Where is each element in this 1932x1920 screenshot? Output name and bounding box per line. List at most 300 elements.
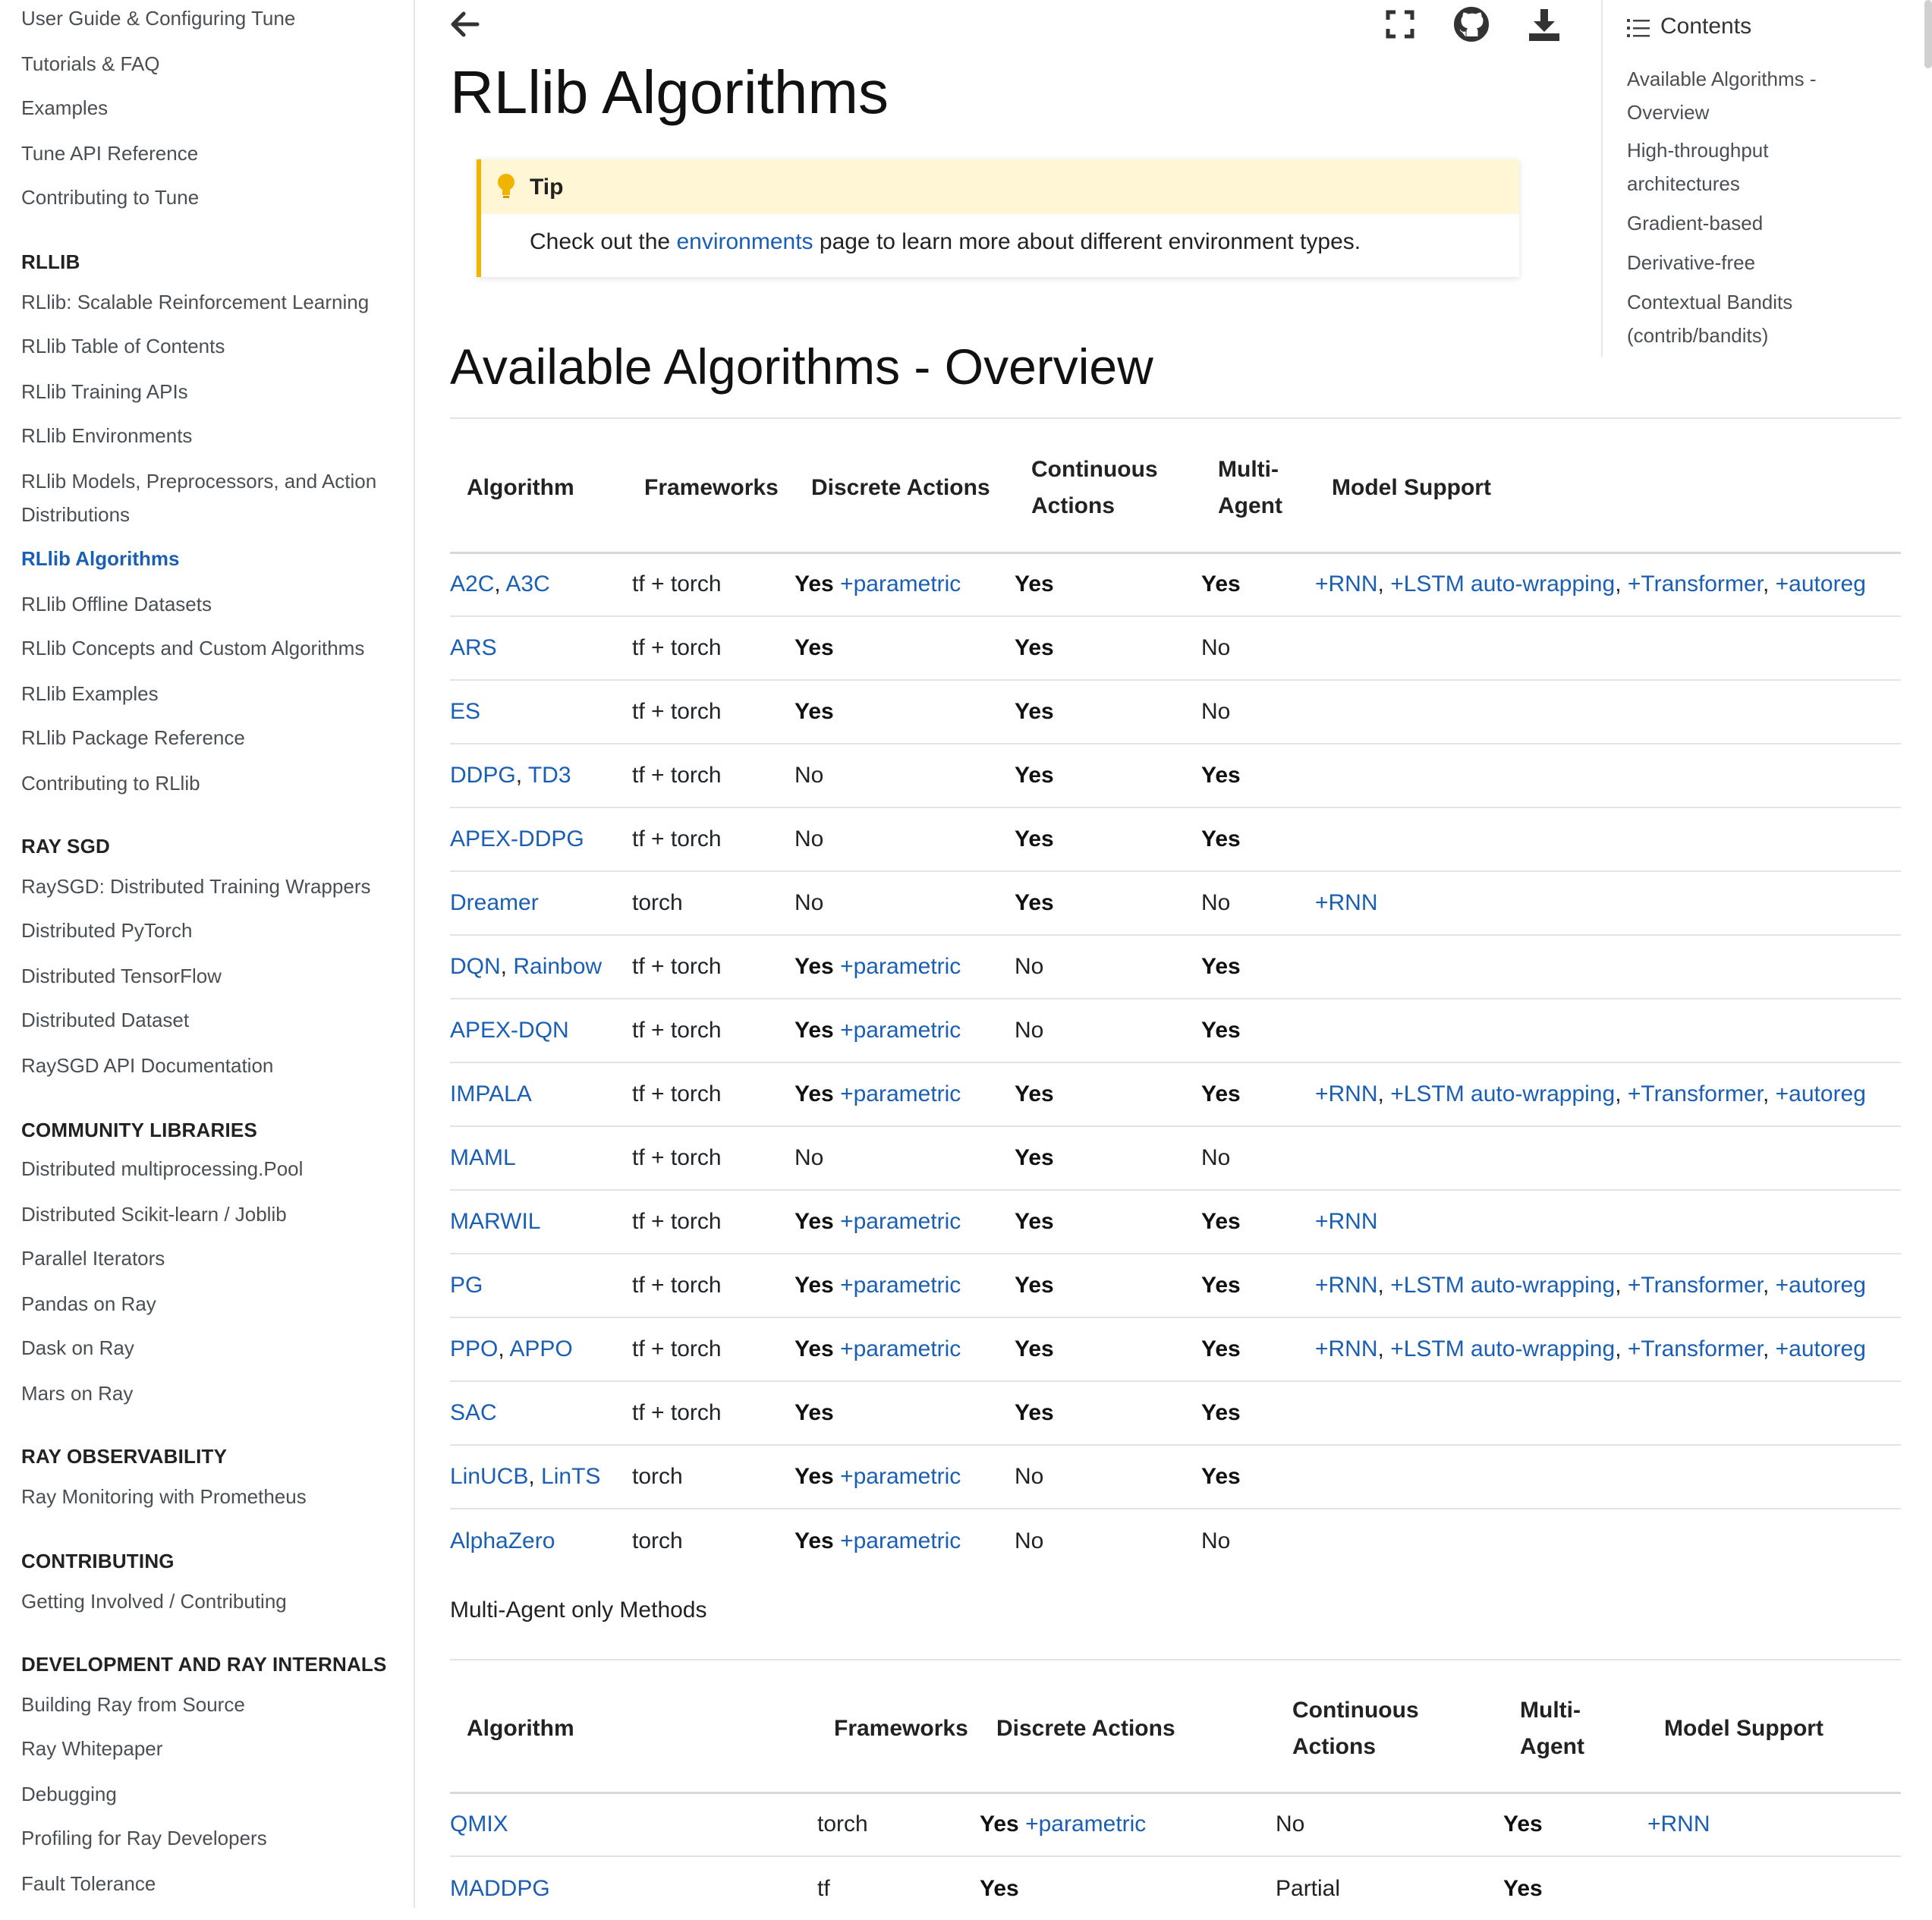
sidebar-item[interactable]: Ray Whitepaper <box>21 1737 163 1760</box>
cell-multi-agent <box>1201 680 1315 744</box>
divider <box>450 417 1901 419</box>
table-row <box>450 1445 1901 1509</box>
cell-frameworks: torch <box>632 1445 795 1509</box>
cell-algorithm: PPO, APPO <box>450 1317 632 1381</box>
cell-algorithm <box>450 871 632 935</box>
model-support-link[interactable]: +RNN <box>1315 1081 1378 1106</box>
model-support-link[interactable]: +RNN <box>1315 1336 1378 1361</box>
cell-frameworks: tf + torch <box>632 807 795 871</box>
model-support-link[interactable]: +LSTM auto-wrapping <box>1390 1081 1616 1106</box>
cell-algorithm <box>450 616 632 680</box>
cell-multi-agent <box>1201 935 1315 999</box>
cell-discrete <box>795 871 1015 935</box>
cell-model-support <box>1315 1445 1901 1509</box>
cell-discrete <box>795 1317 1015 1381</box>
cell-algorithm: DQN, Rainbow <box>450 935 632 999</box>
cell-frameworks: tf + torch <box>632 999 795 1062</box>
cell-discrete <box>795 1254 1015 1317</box>
cell-continuous <box>1015 680 1201 744</box>
cell-model-support: +RNN, +LSTM auto-wrapping, +Transformer, +autoreg <box>1315 1062 1901 1126</box>
cell-multi-agent <box>1201 1126 1315 1190</box>
multi-agent-value: Yes <box>1201 1464 1241 1489</box>
header-multi-agent: Multi- Agent <box>1218 457 1282 519</box>
cell-continuous <box>1015 1445 1201 1509</box>
multi-agent-value: Yes <box>1503 1811 1543 1837</box>
cell-discrete <box>795 1381 1015 1445</box>
fullscreen-icon[interactable] <box>1382 6 1418 42</box>
algorithm-link[interactable]: MADDPG <box>450 1875 550 1901</box>
cell-model-support <box>1315 1509 1901 1572</box>
toc-item[interactable]: Available Algorithms - Overview <box>1627 68 1817 124</box>
algorithm-link[interactable]: MAML <box>450 1145 516 1170</box>
model-support-link[interactable]: +autoreg <box>1775 571 1866 597</box>
toc-item[interactable]: Gradient-based <box>1627 212 1764 234</box>
multi-agent-value: Yes <box>1201 571 1241 597</box>
continuous-value: Yes <box>1015 635 1054 660</box>
model-support-link[interactable]: +RNN <box>1315 1273 1378 1298</box>
cell-discrete <box>795 1190 1015 1254</box>
cell-model-support <box>1647 1856 1901 1920</box>
algorithms-table <box>450 425 1901 1572</box>
sidebar-caption-community: COMMUNITY LIBRARIES <box>21 1119 257 1141</box>
cell-model-support <box>1647 1793 1901 1856</box>
discrete-value: No <box>795 890 824 915</box>
discrete-value: Yes <box>795 1018 834 1043</box>
algorithm-link[interactable]: LinTS <box>541 1464 601 1489</box>
parametric-link[interactable]: +parametric <box>840 1464 961 1489</box>
discrete-value: Yes <box>980 1875 1019 1901</box>
cell-discrete <box>795 616 1015 680</box>
cell-frameworks: tf + torch <box>632 744 795 807</box>
cell-discrete <box>795 552 1015 616</box>
cell-frameworks: torch <box>817 1793 980 1856</box>
table-row <box>450 1317 1901 1381</box>
sidebar-item[interactable]: RLlib Package Reference <box>21 726 245 749</box>
cell-discrete <box>795 1126 1015 1190</box>
header-continuous: Continuous Actions <box>1031 457 1158 519</box>
model-support-link[interactable]: +RNN <box>1647 1811 1710 1837</box>
cell-model-support: +RNN, +LSTM auto-wrapping, +Transformer, +autoreg <box>1315 552 1901 616</box>
table-row <box>450 1509 1901 1572</box>
multi-agent-value: Yes <box>1201 1209 1241 1234</box>
header-frameworks: Frameworks <box>644 475 779 501</box>
cell-discrete <box>795 999 1015 1062</box>
sidebar-item[interactable]: Getting Involved / Contributing <box>21 1590 287 1613</box>
sidebar-item[interactable]: Contributing to RLlib <box>21 772 200 795</box>
discrete-value: Yes <box>795 1209 834 1234</box>
discrete-value: No <box>795 763 824 788</box>
sidebar-item[interactable]: RLlib: Scalable Reinforcement Learning <box>21 291 370 313</box>
cell-discrete <box>795 807 1015 871</box>
sidebar-caption-rllib: RLLIB <box>21 250 80 273</box>
cell-frameworks: torch <box>632 871 795 935</box>
multi-agent-value: No <box>1201 635 1231 660</box>
multi-agent-value: Yes <box>1201 1018 1241 1043</box>
table-row <box>450 935 1901 999</box>
cell-model-support <box>1315 1190 1901 1254</box>
sidebar-item[interactable]: RLlib Table of Contents <box>21 335 225 357</box>
cell-multi-agent <box>1201 1381 1315 1445</box>
cell-multi-agent <box>1201 1509 1315 1572</box>
parametric-link[interactable]: +parametric <box>840 954 961 979</box>
cell-multi-agent <box>1201 1190 1315 1254</box>
cell-algorithm <box>450 1793 817 1856</box>
discrete-value: Yes <box>795 1400 834 1425</box>
sidebar-item[interactable]: RaySGD: Distributed Training Wrappers <box>21 875 371 898</box>
divider <box>450 1659 1901 1660</box>
table-of-contents <box>1601 0 1932 357</box>
parametric-link[interactable]: +parametric <box>840 1209 961 1234</box>
cell-frameworks: tf + torch <box>632 1190 795 1254</box>
cell-multi-agent <box>1201 616 1315 680</box>
sidebar-item[interactable]: RLlib Models, Preprocessors, and Action Distributions <box>21 470 377 526</box>
cell-frameworks: tf + torch <box>632 616 795 680</box>
cell-algorithm: A2C, A3C <box>450 552 632 616</box>
header-multi-agent: Multi- Agent <box>1520 1698 1584 1760</box>
cell-continuous <box>1015 871 1201 935</box>
download-icon[interactable] <box>1526 6 1562 42</box>
algorithm-link[interactable]: Dreamer <box>450 890 539 915</box>
algorithm-link[interactable]: IMPALA <box>450 1081 532 1106</box>
cell-continuous <box>1015 1062 1201 1126</box>
discrete-value: Yes <box>795 1336 834 1361</box>
sidebar-item-tutorials[interactable]: Tutorials & FAQ <box>21 52 160 75</box>
sidebar-item[interactable]: Distributed multiprocessing.Pool <box>21 1157 304 1180</box>
table-row <box>450 807 1901 871</box>
sidebar-caption-observability: RAY OBSERVABILITY <box>21 1445 228 1468</box>
model-support-link[interactable]: +RNN <box>1315 1209 1378 1234</box>
model-support-link[interactable]: +RNN <box>1315 571 1378 597</box>
algorithm-link[interactable]: DQN <box>450 954 501 979</box>
table-row <box>450 1190 1901 1254</box>
cell-model-support <box>1315 871 1901 935</box>
lightbulb-icon <box>496 173 516 203</box>
cell-model-support <box>1315 1126 1901 1190</box>
algorithm-link[interactable]: ES <box>450 699 481 724</box>
cell-multi-agent <box>1201 1062 1315 1126</box>
model-support-link[interactable]: +RNN <box>1315 890 1378 915</box>
cell-discrete <box>795 1062 1015 1126</box>
cell-multi-agent <box>1503 1856 1647 1920</box>
algorithm-link[interactable]: PG <box>450 1273 483 1298</box>
cell-discrete <box>795 935 1015 999</box>
table-header-row <box>450 425 1901 552</box>
continuous-value: Yes <box>1015 1209 1054 1234</box>
sidebar-item[interactable]: RLlib Examples <box>21 682 159 705</box>
algorithm-link[interactable]: A3C <box>505 571 550 597</box>
cell-frameworks: tf + torch <box>632 1126 795 1190</box>
header-model-support: Model Support <box>1664 1716 1823 1742</box>
table-row <box>450 744 1901 807</box>
model-support-link[interactable]: +LSTM auto-wrapping <box>1390 1273 1616 1298</box>
multi-agent-value: Yes <box>1201 763 1241 788</box>
algorithm-link[interactable]: LinUCB <box>450 1464 529 1489</box>
cell-discrete <box>980 1856 1276 1920</box>
sidebar-item[interactable]: RaySGD API Documentation <box>21 1054 274 1077</box>
continuous-value: Yes <box>1015 826 1054 851</box>
cell-model-support: +RNN, +LSTM auto-wrapping, +Transformer, +autoreg <box>1315 1317 1901 1381</box>
table-row <box>450 999 1901 1062</box>
continuous-value: Yes <box>1015 1273 1054 1298</box>
sidebar-item[interactable]: Fault Tolerance <box>21 1872 156 1895</box>
scrollbar[interactable] <box>1924 0 1932 68</box>
header-algorithm: Algorithm <box>467 1716 574 1742</box>
tip-header <box>481 159 1519 214</box>
tip-body <box>530 229 1361 255</box>
continuous-value: Yes <box>1015 1081 1054 1106</box>
cell-multi-agent <box>1201 744 1315 807</box>
tip-admonition <box>477 159 1519 277</box>
cell-algorithm <box>450 1509 632 1572</box>
cell-algorithm <box>450 1190 632 1254</box>
continuous-value: No <box>1015 1018 1044 1043</box>
multi-agent-caption: Multi-Agent only Methods <box>450 1597 707 1623</box>
table-row <box>450 1381 1901 1445</box>
table-row <box>450 1856 1901 1920</box>
cell-frameworks: tf + torch <box>632 1254 795 1317</box>
sidebar-item[interactable]: RLlib Environments <box>21 424 193 447</box>
continuous-value: Yes <box>1015 763 1054 788</box>
cell-continuous <box>1015 1190 1201 1254</box>
model-support-link[interactable]: +autoreg <box>1775 1336 1866 1361</box>
discrete-value: Yes <box>795 1528 834 1553</box>
model-support-link[interactable]: +Transformer <box>1627 571 1763 597</box>
toc-title: Contents <box>1660 14 1752 39</box>
sidebar-item[interactable]: Building Ray from Source <box>21 1693 245 1716</box>
cell-model-support <box>1315 616 1901 680</box>
sidebar-item[interactable]: Distributed Scikit-learn / Joblib <box>21 1203 287 1226</box>
algorithm-link[interactable]: SAC <box>450 1400 497 1425</box>
algorithm-link[interactable]: APEX-DDPG <box>450 826 584 851</box>
table-row <box>450 680 1901 744</box>
sidebar-item-rllib-algorithms[interactable]: RLlib Algorithms <box>21 547 180 570</box>
sidebar-item-examples[interactable]: Examples <box>21 96 109 119</box>
model-support-link[interactable]: +LSTM auto-wrapping <box>1390 571 1616 597</box>
sidebar-item[interactable]: Pandas on Ray <box>21 1292 156 1315</box>
cell-frameworks: tf + torch <box>632 680 795 744</box>
algorithm-link[interactable]: TD3 <box>527 763 571 788</box>
cell-frameworks: tf + torch <box>632 552 795 616</box>
discrete-value: Yes <box>795 954 834 979</box>
cell-algorithm <box>450 1062 632 1126</box>
algorithm-link[interactable]: MARWIL <box>450 1209 541 1234</box>
continuous-value: Yes <box>1015 571 1054 597</box>
continuous-value: Yes <box>1015 699 1054 724</box>
multi-agent-value: No <box>1201 1528 1231 1553</box>
sidebar-item[interactable]: Ray Monitoring with Prometheus <box>21 1485 307 1508</box>
parametric-link[interactable]: +parametric <box>840 1081 961 1106</box>
cell-discrete <box>795 680 1015 744</box>
sidebar-caption-internals: DEVELOPMENT AND RAY INTERNALS <box>21 1653 387 1676</box>
continuous-value: No <box>1015 954 1044 979</box>
continuous-value: No <box>1276 1811 1305 1837</box>
algorithm-link[interactable]: Rainbow <box>513 954 603 979</box>
table-row <box>450 552 1901 616</box>
cell-algorithm: DDPG, TD3 <box>450 744 632 807</box>
cell-continuous <box>1276 1793 1503 1856</box>
github-icon[interactable] <box>1453 6 1490 42</box>
cell-model-support <box>1315 807 1901 871</box>
continuous-value: Yes <box>1015 1145 1054 1170</box>
list-icon <box>1627 18 1650 42</box>
table-row <box>450 1254 1901 1317</box>
sidebar-item[interactable]: Dask on Ray <box>21 1336 134 1359</box>
cell-algorithm <box>450 807 632 871</box>
cell-multi-agent <box>1503 1793 1647 1856</box>
model-support-link[interactable]: +autoreg <box>1775 1273 1866 1298</box>
cell-continuous <box>1015 1254 1201 1317</box>
discrete-value: Yes <box>795 1273 834 1298</box>
model-support-link[interactable]: +autoreg <box>1775 1081 1866 1106</box>
multi-agent-value: Yes <box>1201 1273 1241 1298</box>
discrete-value: Yes <box>795 635 834 660</box>
continuous-value: No <box>1015 1464 1044 1489</box>
continuous-value: Partial <box>1276 1875 1341 1901</box>
header-discrete: Discrete Actions <box>996 1716 1175 1742</box>
cell-model-support: +RNN, +LSTM auto-wrapping, +Transformer, +autoreg <box>1315 1254 1901 1317</box>
table-header-row <box>450 1667 1901 1793</box>
cell-discrete <box>795 1509 1015 1572</box>
cell-multi-agent <box>1201 999 1315 1062</box>
page-title: RLlib Algorithms <box>450 58 889 126</box>
multi-agent-value: No <box>1201 890 1231 915</box>
tip-text: Check out the <box>530 229 677 254</box>
discrete-value: Yes <box>795 571 834 597</box>
cell-discrete <box>795 744 1015 807</box>
cell-multi-agent <box>1201 871 1315 935</box>
cell-model-support <box>1315 1381 1901 1445</box>
cell-frameworks: tf + torch <box>632 1317 795 1381</box>
parametric-link[interactable]: +parametric <box>840 1018 961 1043</box>
cell-continuous <box>1015 999 1201 1062</box>
cell-continuous <box>1015 807 1201 871</box>
cell-continuous <box>1015 616 1201 680</box>
parametric-link[interactable]: +parametric <box>840 1336 961 1361</box>
table-row <box>450 1126 1901 1190</box>
discrete-value: No <box>795 1145 824 1170</box>
sidebar-item[interactable]: Debugging <box>21 1783 117 1805</box>
sidebar-item[interactable]: RLlib Training APIs <box>21 380 188 403</box>
cell-multi-agent <box>1201 1317 1315 1381</box>
cell-algorithm <box>450 1254 632 1317</box>
cell-continuous <box>1015 1126 1201 1190</box>
table-row <box>450 616 1901 680</box>
discrete-value: Yes <box>980 1811 1019 1837</box>
multi-agent-value: Yes <box>1201 1400 1241 1425</box>
sidebar-item[interactable]: Mars on Ray <box>21 1382 134 1405</box>
model-support-link[interactable]: +Transformer <box>1627 1273 1763 1298</box>
cell-model-support <box>1315 935 1901 999</box>
header-algorithm: Algorithm <box>467 475 574 501</box>
cell-continuous <box>1015 552 1201 616</box>
discrete-value: Yes <box>795 699 834 724</box>
algorithm-link[interactable]: PPO <box>450 1336 499 1361</box>
header-continuous: Continuous Actions <box>1292 1698 1419 1760</box>
parametric-link[interactable]: +parametric <box>840 1273 961 1298</box>
table-row <box>450 1062 1901 1126</box>
sidebar-item[interactable]: Profiling for Ray Developers <box>21 1827 267 1849</box>
cell-continuous <box>1015 1509 1201 1572</box>
algorithm-link[interactable]: APPO <box>509 1336 573 1361</box>
toc-item[interactable]: Derivative-free <box>1627 251 1756 274</box>
multi-agent-value: Yes <box>1201 954 1241 979</box>
continuous-value: Yes <box>1015 1400 1054 1425</box>
sidebar-item[interactable]: RLlib Offline Datasets <box>21 593 212 615</box>
sidebar <box>0 0 415 1908</box>
algorithm-link[interactable]: APEX-DQN <box>450 1018 569 1043</box>
cell-algorithm <box>450 1381 632 1445</box>
sidebar-item[interactable]: Distributed TensorFlow <box>21 965 222 987</box>
model-support-link[interactable]: +LSTM auto-wrapping <box>1390 1336 1616 1361</box>
table-row <box>450 871 1901 935</box>
parametric-link[interactable]: +parametric <box>840 1528 961 1553</box>
continuous-value: Yes <box>1015 1336 1054 1361</box>
algorithm-link[interactable]: AlphaZero <box>450 1528 555 1553</box>
cell-discrete <box>795 1445 1015 1509</box>
header-discrete: Discrete Actions <box>811 475 990 501</box>
sidebar-caption-ray-sgd: RAY SGD <box>21 835 111 858</box>
toc-item[interactable]: High-throughput architectures <box>1627 139 1769 195</box>
discrete-value: Yes <box>795 1464 834 1489</box>
cell-frameworks: tf + torch <box>632 935 795 999</box>
cell-frameworks: tf + torch <box>632 1381 795 1445</box>
sidebar-item[interactable]: Distributed Dataset <box>21 1009 190 1031</box>
section-title: Available Algorithms - Overview <box>450 338 1153 395</box>
toc-item[interactable]: Contextual Bandits (contrib/bandits) <box>1627 291 1793 347</box>
discrete-value: No <box>795 826 824 851</box>
algorithm-link[interactable]: A2C <box>450 571 495 597</box>
cell-model-support <box>1315 999 1901 1062</box>
sidebar-item-user-guide[interactable]: User Guide & Configuring Tune <box>21 7 296 30</box>
sidebar-item-tune-api[interactable]: Tune API Reference <box>21 142 199 165</box>
cell-frameworks: torch <box>632 1509 795 1572</box>
cell-continuous <box>1015 1317 1201 1381</box>
cell-continuous <box>1015 1381 1201 1445</box>
cell-continuous <box>1015 744 1201 807</box>
header-frameworks: Frameworks <box>834 1716 968 1742</box>
arrow-left-icon[interactable] <box>447 6 483 42</box>
cell-continuous <box>1015 935 1201 999</box>
cell-multi-agent <box>1201 807 1315 871</box>
multi-agent-value: Yes <box>1201 1336 1241 1361</box>
parametric-link[interactable]: +parametric <box>1025 1811 1147 1837</box>
cell-multi-agent <box>1201 1254 1315 1317</box>
cell-multi-agent <box>1201 1445 1315 1509</box>
parametric-link[interactable]: +parametric <box>840 571 961 597</box>
algorithm-link[interactable]: QMIX <box>450 1811 508 1837</box>
table-row <box>450 1793 1901 1856</box>
multi-agent-value: Yes <box>1201 1081 1241 1106</box>
sidebar-item[interactable]: RLlib Concepts and Custom Algorithms <box>21 637 365 659</box>
sidebar-item[interactable]: Parallel Iterators <box>21 1247 165 1270</box>
cell-model-support <box>1315 744 1901 807</box>
cell-frameworks: tf <box>817 1856 980 1920</box>
model-support-link[interactable]: +Transformer <box>1627 1336 1763 1361</box>
model-support-link[interactable]: +Transformer <box>1627 1081 1763 1106</box>
sidebar-item-contributing-tune[interactable]: Contributing to Tune <box>21 186 200 209</box>
cell-continuous <box>1276 1856 1503 1920</box>
environments-link[interactable]: environments <box>676 229 813 254</box>
algorithm-link[interactable]: ARS <box>450 635 497 660</box>
sidebar-item[interactable]: Distributed PyTorch <box>21 919 193 942</box>
sidebar-caption-contributing: CONTRIBUTING <box>21 1550 175 1572</box>
multi-agent-value: Yes <box>1503 1875 1543 1901</box>
algorithm-link[interactable]: DDPG <box>450 763 516 788</box>
multi-agent-value: Yes <box>1201 826 1241 851</box>
cell-algorithm <box>450 1856 817 1920</box>
multi-agent-value: No <box>1201 699 1231 724</box>
cell-algorithm <box>450 680 632 744</box>
